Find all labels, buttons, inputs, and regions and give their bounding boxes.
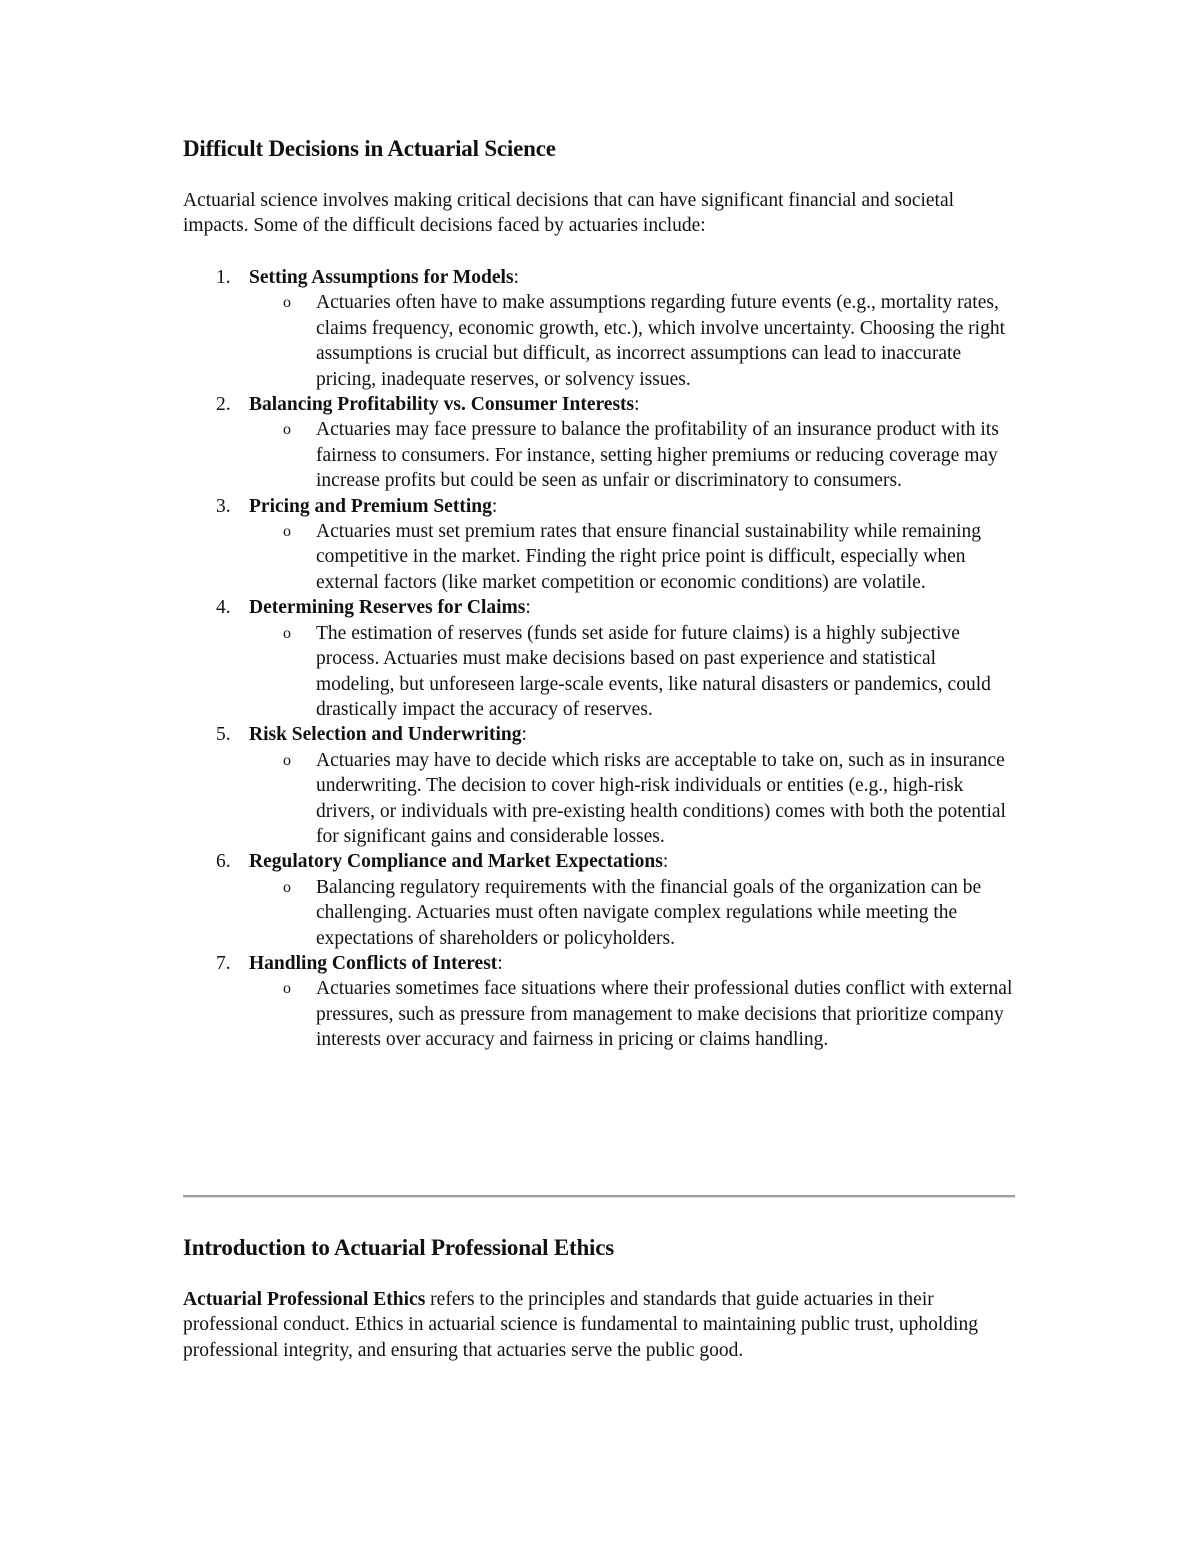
list-item-colon: : bbox=[525, 597, 531, 619]
bullet-icon: o bbox=[283, 624, 291, 642]
list-item-heading: Pricing and Premium Setting bbox=[249, 495, 492, 517]
sub-bullet-text: Actuaries must set premium rates that ensure financial sustainability while remaining competitive in the market. Finding the right price point is difficult, especially when external factors (like market competition or economic conditions) are volatile. bbox=[316, 521, 981, 593]
list-item bbox=[183, 265, 1023, 392]
list-item-heading: Setting Assumptions for Models bbox=[249, 267, 514, 288]
bullet-icon: o bbox=[283, 980, 291, 998]
list-item bbox=[183, 392, 1023, 494]
list-item-heading: Risk Selection and Underwriting bbox=[249, 724, 522, 746]
sub-bullet-text: Actuaries may face pressure to balance the profitability of an insurance product with its fairness to consumers. For instance, setting higher premiums or reducing coverage may increase profits but could be seen as unfair or discriminatory to consumers. bbox=[316, 419, 999, 492]
ethics-intro-body: refers to the principles and standards that guide actuaries in their professional conduct. Ethics in actuarial science is fundamental to maintaining public trust, upholding professional integrity, and ensuring that actuaries serve the public good. bbox=[183, 1289, 978, 1361]
list-item-number: 5. bbox=[216, 724, 231, 746]
horizontal-rule bbox=[183, 1195, 1015, 1198]
list-item bbox=[183, 494, 1023, 596]
list-item bbox=[183, 595, 1023, 722]
bullet-icon: o bbox=[283, 294, 291, 312]
list-item-heading: Regulatory Compliance and Market Expectations bbox=[249, 851, 663, 873]
list-item-number: 2. bbox=[216, 394, 231, 416]
list-item-colon: : bbox=[634, 394, 640, 416]
list-item bbox=[183, 849, 1023, 951]
bullet-icon: o bbox=[283, 523, 291, 541]
list-item-number: 6. bbox=[216, 851, 231, 873]
list-item-colon: : bbox=[497, 952, 503, 974]
list-item-heading: Determining Reserves for Claims bbox=[249, 597, 526, 619]
list-item-colon: : bbox=[513, 267, 519, 288]
list-item-number: 4. bbox=[216, 597, 231, 619]
sub-bullet bbox=[249, 976, 1023, 1052]
sub-bullet-text: Balancing regulatory requirements with the financial goals of the organization can be challenging. Actuaries must often navigate complex regulations while meeting the expectations of shareholders or policyholders. bbox=[316, 876, 982, 949]
list-item bbox=[183, 722, 1023, 849]
list-item-number: 3. bbox=[216, 495, 231, 517]
ethics-lead-term: Actuarial Professional Ethics bbox=[183, 1289, 426, 1310]
sub-bullet-text: Actuaries often have to make assumptions regarding future events (e.g., mortality rates, claims frequency, economic growth, etc.), which involve uncertainty. Choosing the right assumptions is crucial but difficult, as incorrect assumptions can lead to inaccurate pricing, inadequate reserves, or solvency issues. bbox=[316, 292, 1005, 390]
sub-bullet bbox=[249, 748, 1023, 850]
list-item-number: 7. bbox=[216, 952, 231, 974]
bullet-icon: o bbox=[283, 421, 291, 439]
sub-bullet-text: The estimation of reserves (funds set aside for future claims) is a highly subjective process. Actuaries must make decisions based on past experience and statistical modeling, but unforeseen large-scale events, like natural disasters or pandemics, could drastically impact the accuracy of reserves. bbox=[316, 622, 991, 720]
ethics-intro-paragraph bbox=[183, 1287, 1013, 1363]
list-item-colon: : bbox=[521, 724, 527, 746]
section-title-difficult-decisions: Difficult Decisions in Actuarial Science bbox=[183, 136, 556, 161]
section-intro-paragraph: Actuarial science involves making critical decisions that can have significant financial and societal impacts. Some of the difficult decisions faced by actuaries include: bbox=[183, 190, 955, 237]
bullet-icon: o bbox=[283, 751, 291, 769]
sub-bullet bbox=[249, 875, 1023, 951]
section-title-professional-ethics: Introduction to Actuarial Professional Ethics bbox=[183, 1235, 614, 1260]
sub-bullet bbox=[249, 519, 1023, 595]
list-item-number: 1. bbox=[216, 267, 231, 288]
sub-bullet bbox=[249, 417, 1023, 493]
list-item-colon: : bbox=[491, 495, 498, 517]
sub-bullet-text: Actuaries sometimes face situations where their professional duties conflict with external pressures, such as pressure from management to make decisions that prioritize company interests over accuracy and fairness in pricing or claims handling. bbox=[316, 978, 1013, 1051]
list-item-heading: Balancing Profitability vs. Consumer Interests bbox=[249, 394, 635, 416]
list-item-colon: : bbox=[662, 851, 669, 873]
sub-bullet-text: Actuaries may have to decide which risks are acceptable to take on, such as in insurance underwriting. The decision to cover high-risk individuals or entities (e.g., high-risk drivers, or individuals with pre-existing health conditions) comes with both the potential for significant gains and considerable losses. bbox=[316, 749, 1006, 847]
sub-bullet bbox=[249, 290, 1023, 392]
sub-bullet bbox=[249, 621, 1023, 723]
list-item-heading: Handling Conflicts of Interest bbox=[249, 952, 498, 974]
list-item bbox=[183, 951, 1023, 1053]
bullet-icon: o bbox=[283, 878, 291, 896]
decisions-list bbox=[183, 265, 1023, 1053]
